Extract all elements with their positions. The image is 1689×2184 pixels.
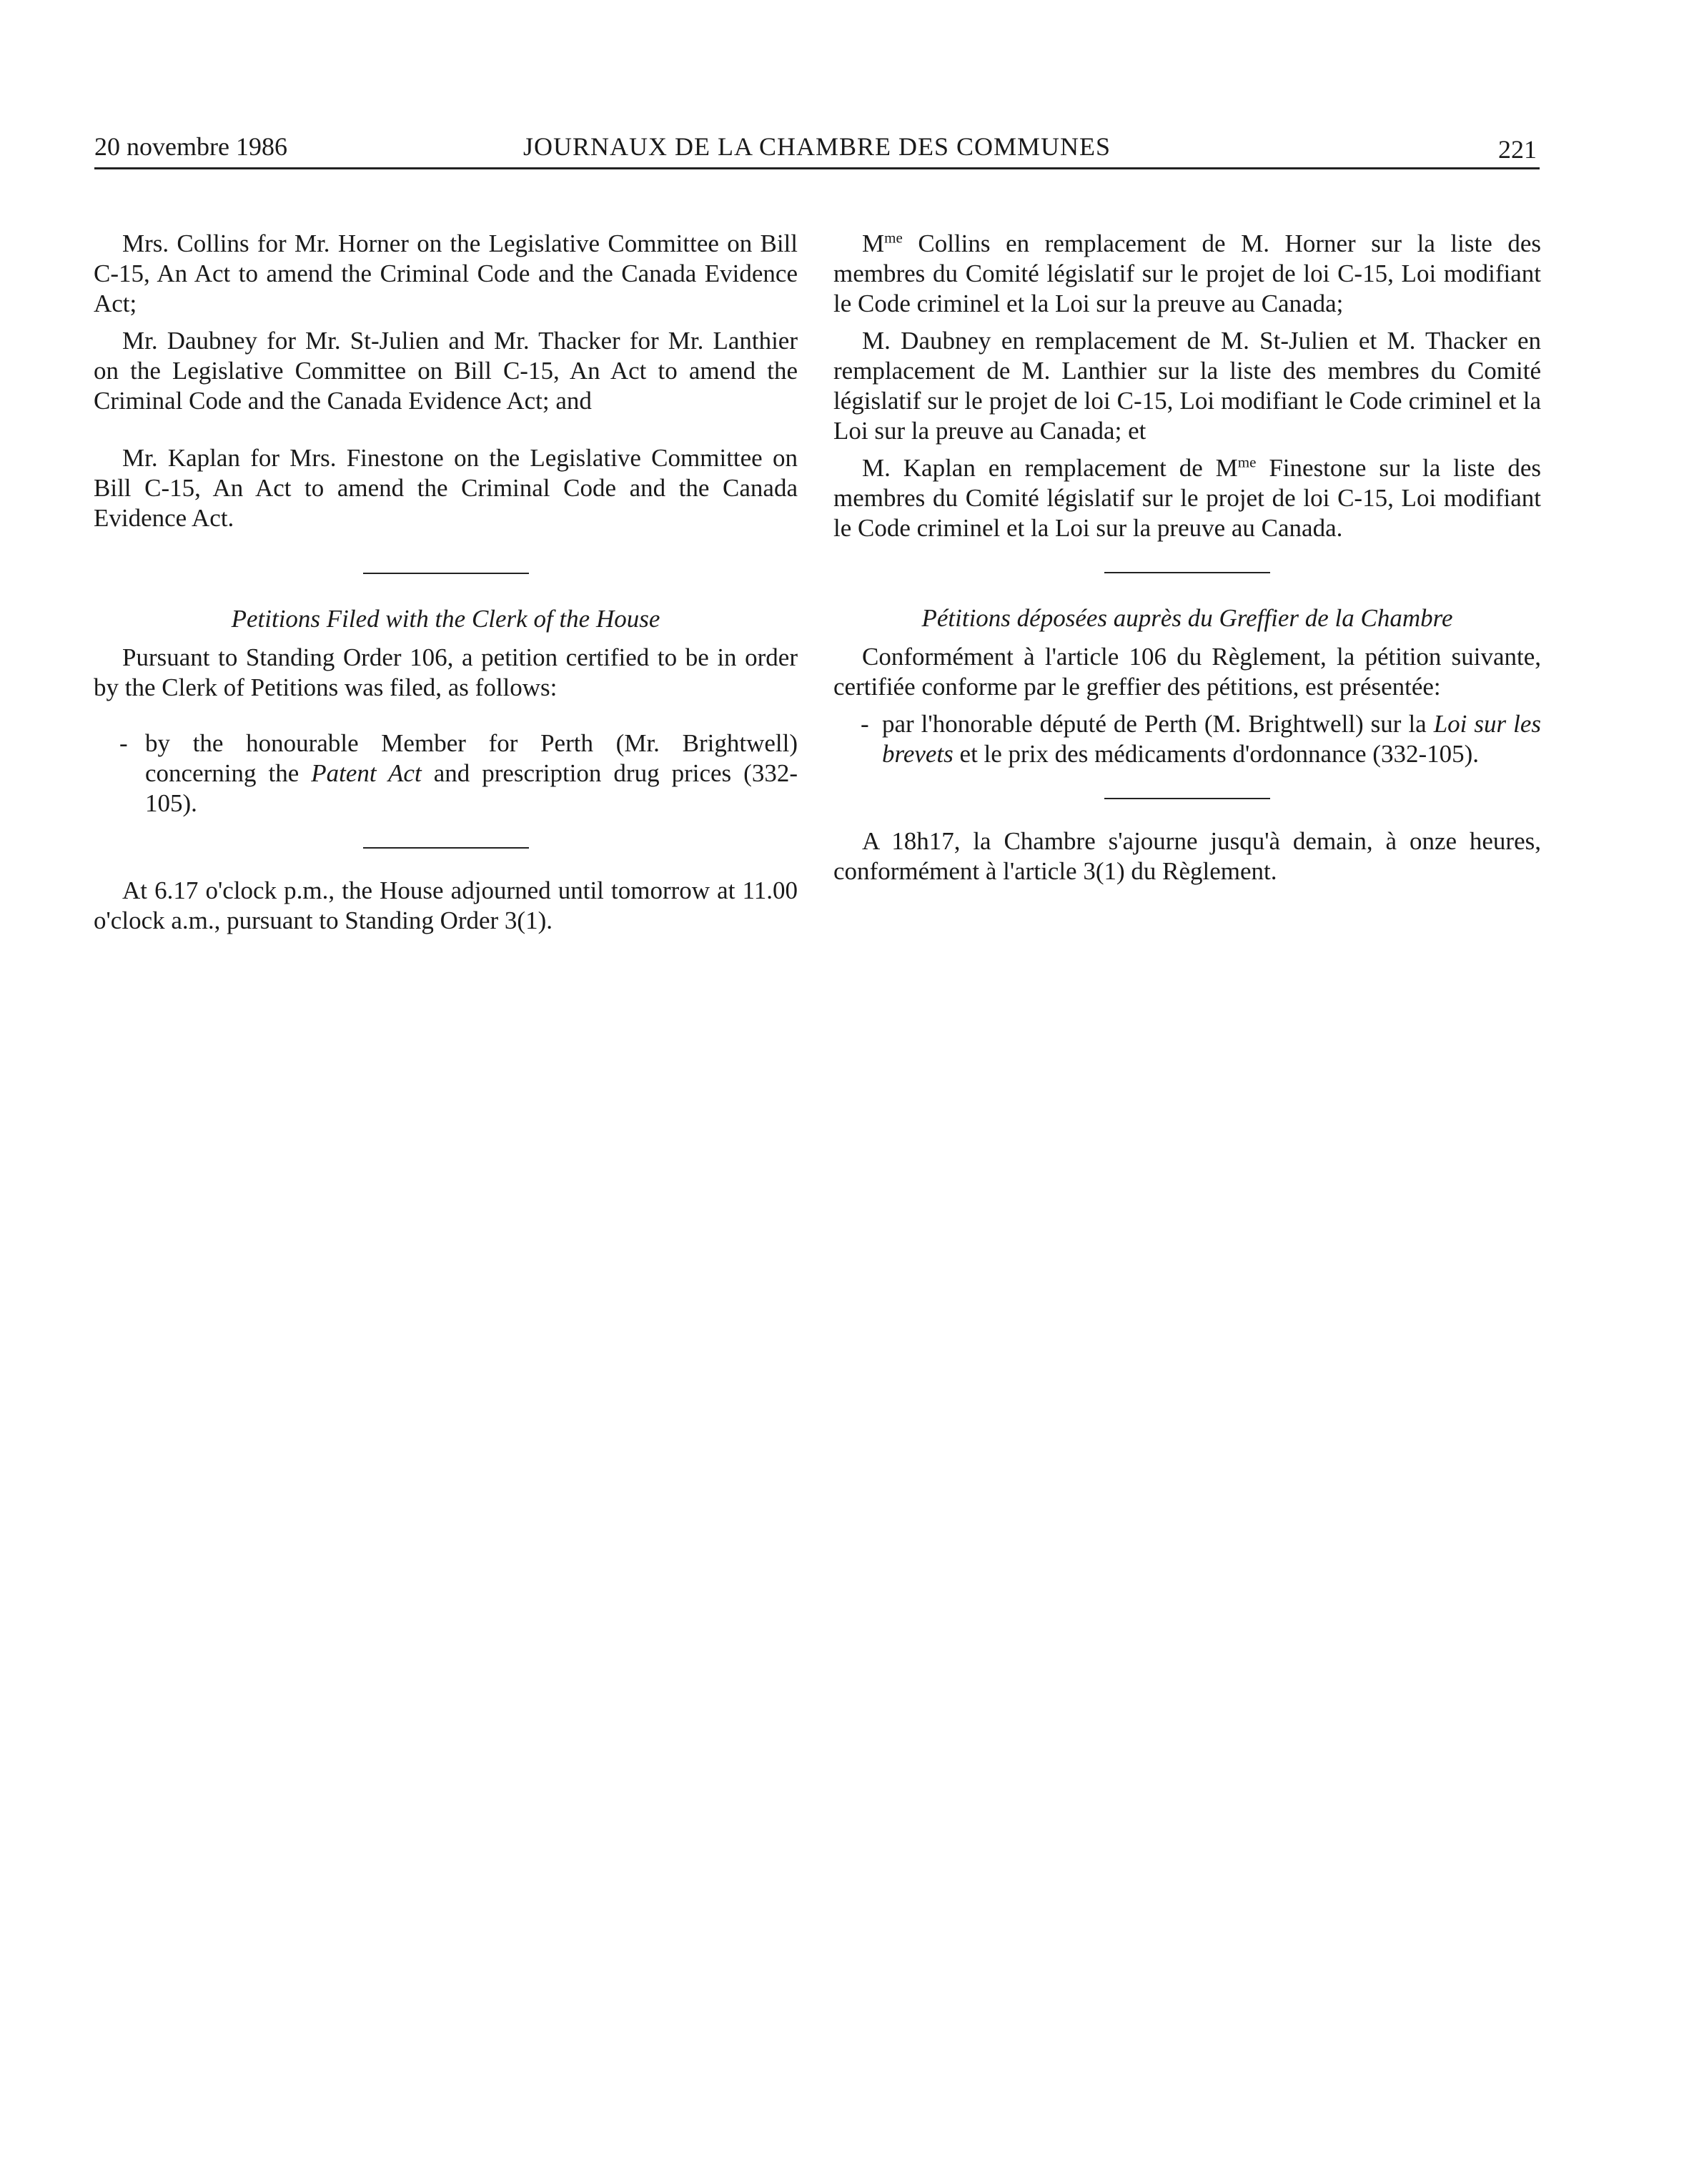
section-separator (363, 847, 529, 849)
fr-paragraph-daubney: M. Daubney en remplacement de M. St-Julien et M. Thacker en remplacement de M. Lanthier sur la liste des membres du Comité législatif sur le projet de loi C-15, Loi modifiant le Code criminel et la Loi sur la preuve au Canada; et (833, 327, 1541, 445)
fr-text: Collins en remplacement de M. Horner sur la liste des membres du Comité législatif sur le projet de loi C-15, Loi modifiant le Code criminel et la Loi sur la preuve au Canada; (833, 229, 1541, 317)
fr-petition-item (833, 709, 1541, 769)
en-petitions-heading: Petitions Filed with the Clerk of the House (231, 605, 660, 633)
en-adjournment: At 6.17 o'clock p.m., the House adjourned until tomorrow at 11.00 o'clock a.m., pursuant to Standing Order 3(1). (94, 876, 798, 934)
fr-paragraph-collins (833, 229, 1541, 319)
english-column (94, 229, 798, 936)
fr-adjournment: A 18h17, la Chambre s'ajourne jusqu'à demain, à onze heures, conformément à l'article 3(1) du Règlement. (833, 827, 1541, 885)
fr-superscript: me (884, 229, 903, 247)
en-paragraph-daubney: Mr. Daubney for Mr. St-Julien and Mr. Thacker for Mr. Lanthier on the Legislative Committee on Bill C-15, An Act to amend the Criminal Code and the Canada Evidence Act; and (94, 327, 798, 415)
fr-before: M. Kaplan en remplacement de M (862, 454, 1238, 482)
en-petition-after: and prescription drug prices (332-105). (145, 759, 798, 817)
en-petition-act-title: Patent Act (311, 759, 422, 787)
fr-after: Finestone sur la liste des membres du Comité législatif sur le projet de loi C-15, Loi modifiant le Code criminel et la Loi sur la preuve au Canada. (833, 454, 1542, 542)
page-number: 221 (1498, 135, 1537, 164)
page-header (94, 127, 1540, 169)
fr-petition-before: par l'honorable député de Perth (M. Brightwell) sur la (882, 710, 1434, 738)
fr-petitions-heading: Pétitions déposées auprès du Greffier de la Chambre (921, 604, 1453, 632)
list-bullet: - (861, 710, 869, 738)
header-date: 20 novembre 1986 (94, 132, 287, 161)
en-paragraph-kaplan: Mr. Kaplan for Mrs. Finestone on the Legislative Committee on Bill C-15, An Act to amend the Criminal Code and the Canada Evidence Act. (94, 444, 798, 532)
section-separator (1104, 798, 1270, 799)
header-journal-title: JOURNAUX DE LA CHAMBRE DES COMMUNES (522, 132, 1111, 161)
en-petitions-intro: Pursuant to Standing Order 106, a petition certified to be in order by the Clerk of Petitions was filed, as follows: (94, 643, 798, 701)
fr-petition-after: et le prix des médicaments d'ordonnance (332-105). (953, 740, 1480, 768)
section-separator (1104, 572, 1270, 573)
fr-petition-text (882, 709, 1541, 769)
en-petition-before: by the honourable Member for Perth (Mr. Brightwell) concerning the (145, 729, 798, 787)
en-petition-item (94, 728, 798, 819)
fr-petitions-intro: Conformément à l'article 106 du Règlement, la pétition suivante, certifiée conforme par le greffier des pétitions, est présentée: (833, 643, 1541, 701)
french-column (833, 229, 1541, 886)
en-paragraph-collins: Mrs. Collins for Mr. Horner on the Legislative Committee on Bill C-15, An Act to amend the Criminal Code and the Canada Evidence Act; (94, 229, 798, 317)
section-separator (363, 573, 529, 574)
fr-petition-act-title: Loi sur les brevets (882, 710, 1541, 768)
en-petition-text (145, 728, 798, 819)
fr-paragraph-kaplan (833, 453, 1541, 543)
fr-superscript: me (1237, 453, 1257, 471)
list-bullet: - (119, 729, 128, 757)
fr-prefix: M (862, 229, 885, 257)
